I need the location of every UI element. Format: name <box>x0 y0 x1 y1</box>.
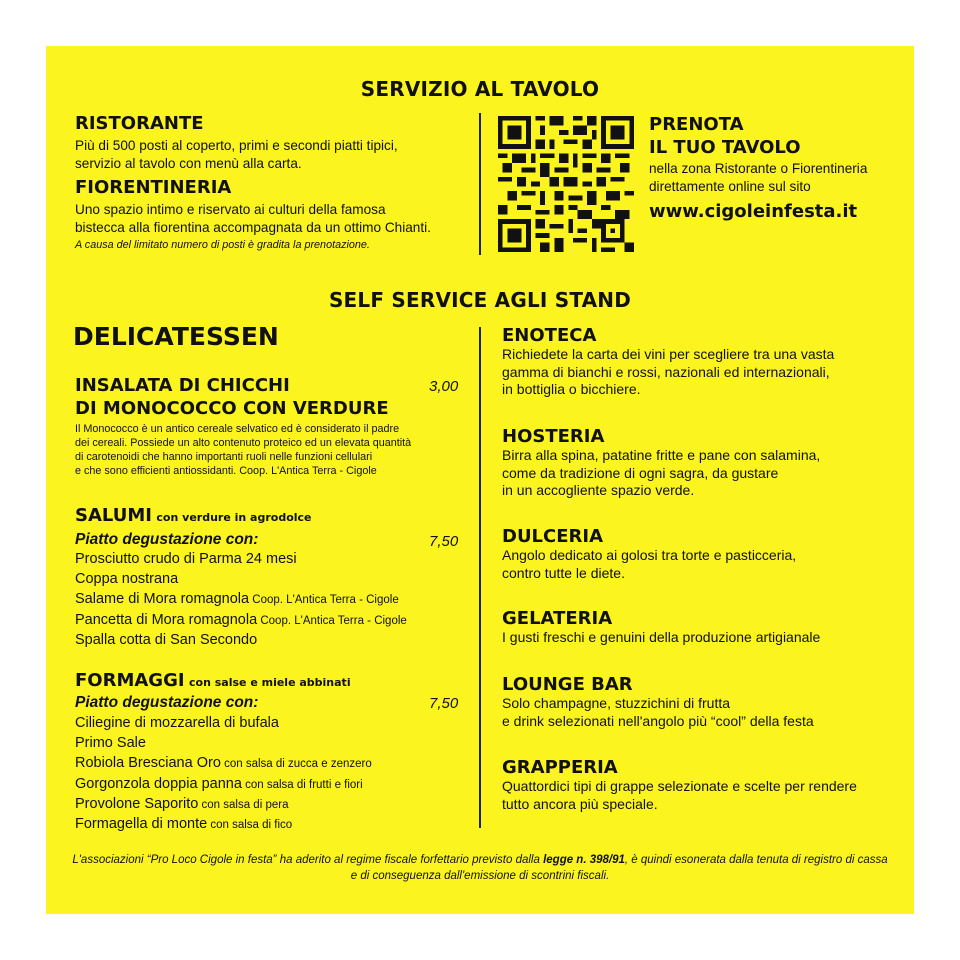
servizio-title: SERVIZIO AL TAVOLO <box>360 77 600 101</box>
stand-line: Birra alla spina, patatine fritte e pane con salamina, <box>502 447 821 463</box>
formaggi-list <box>75 714 372 835</box>
formaggi-heading <box>75 671 351 691</box>
stand-line: in un accogliente spazio verde. <box>502 482 695 498</box>
stand-line: Richiedete la carta dei vini per scegliere tra una vasta <box>502 346 835 362</box>
stand-lounge-bar <box>502 675 814 730</box>
list-item: Robiola Bresciana Oro con salsa di zucca e zenzero <box>75 755 372 772</box>
list-item: Gorgonzola doppia panna con salsa di frutti e fiori <box>75 775 363 792</box>
list-item: Primo Sale <box>75 735 146 752</box>
stand-heading: ENOTECA <box>502 325 597 346</box>
stand-line: contro tutte le diete. <box>502 564 625 581</box>
stand-dulceria <box>502 527 796 582</box>
stand-heading: GELATERIA <box>502 608 613 629</box>
list-item: Ciliegine di mozzarella di bufala <box>75 715 279 731</box>
insalata-name-2: DI MONOCOCCO CON VERDURE <box>75 398 389 419</box>
stand-heading: LOUNGE BAR <box>502 674 633 695</box>
list-item: Formagella di monte con salsa di fico <box>75 816 293 833</box>
fiscal-footer-line-1: L'associazioni “Pro Loco Cigole in festa” ha aderito al regime fiscale forfettario previsto dalla legge n. 398/91, è quindi esonerata dalla tenuta di registro di cassa <box>72 854 888 866</box>
list-item: Pancetta di Mora romagnola Coop. L'Antica Terra - Cigole <box>75 611 407 628</box>
stand-enoteca <box>502 326 834 399</box>
salumi-piatto: Piatto degustazione con: <box>75 531 259 548</box>
stand-heading: GRAPPERIA <box>502 757 618 778</box>
salumi-name: SALUMI <box>75 505 152 526</box>
self-service-title: SELF SERVICE AGLI STAND <box>328 288 632 312</box>
insalata-desc-2: dei cereali. Possiede un alto contenuto proteico ed un elevata quantità <box>75 437 412 449</box>
fiorentineria-heading: FIORENTINERIA <box>75 177 232 198</box>
formaggi-piatto: Piatto degustazione con: <box>75 694 259 711</box>
list-item: Prosciutto crudo di Parma 24 mesi <box>75 551 297 567</box>
stand-line: Angolo dedicato ai golosi tra torte e pasticceria, <box>502 547 797 563</box>
stand-line: Solo champagne, stuzzichini di frutta <box>502 695 731 711</box>
stand-grapperia <box>502 758 857 813</box>
stand-line: e drink selezionati nell'angolo più “cool” della festa <box>502 712 814 729</box>
fiscal-footer-line-2: e di conseguenza dall'emissione di scontrini fiscali. <box>350 870 610 882</box>
prenota-heading-1: PRENOTA <box>649 114 744 135</box>
stand-line: I gusti freschi e genuini della produzione artigianale <box>502 629 821 645</box>
bottom-divider <box>479 327 481 828</box>
insalata-desc-1: Il Monococco è un antico cereale selvatico ed è considerato il padre <box>75 423 400 435</box>
stand-hosteria <box>502 427 820 500</box>
salumi-heading <box>75 506 312 526</box>
prenota-line-2: direttamente online sul sito <box>649 179 811 194</box>
list-item: Spalla cotta di San Secondo <box>75 631 258 648</box>
prenota-line-1: nella zona Ristorante o Fiorentineria <box>649 161 868 176</box>
stand-line: gamma di bianchi e rossi, nazionali ed internazionali, <box>502 363 830 380</box>
formaggi-name: FORMAGGI <box>75 670 185 691</box>
salumi-price: 7,50 <box>429 533 459 550</box>
stand-line: tutto ancora più speciale. <box>502 795 658 812</box>
stand-gelateria <box>502 609 820 647</box>
prenota-heading-2: IL TUO TAVOLO <box>649 137 801 158</box>
stand-line: Quattordici tipi di grappe selezionate e scelte per rendere <box>502 778 857 794</box>
insalata-price: 3,00 <box>429 378 459 395</box>
stand-line: in bottiglia o bicchiere. <box>502 381 641 397</box>
fiorentineria-note: A causa del limitato numero di posti è gradita la prenotazione. <box>75 239 370 251</box>
top-divider <box>479 113 481 255</box>
list-item: Provolone Saporito con salsa di pera <box>75 795 289 812</box>
qr-code-icon <box>498 116 634 252</box>
salumi-list <box>75 550 407 651</box>
formaggi-subtitle: con salse e miele abbinati <box>189 676 351 689</box>
stand-heading: DULCERIA <box>502 526 604 547</box>
insalata-name-1: INSALATA DI CHICCHI <box>75 375 290 396</box>
salumi-subtitle: con verdure in agrodolce <box>156 511 312 524</box>
insalata-desc-4: e che sono efficienti antiossidanti. Coop. L'Antica Terra - Cigole <box>75 465 377 477</box>
ristorante-line-1: Più di 500 posti al coperto, primi e secondi piatti tipici, <box>75 138 398 153</box>
ristorante-line-2: servizio al tavolo con menù alla carta. <box>75 156 302 171</box>
list-item: Salame di Mora romagnola Coop. L'Antica Terra - Cigole <box>75 591 399 608</box>
fiorentineria-line-2: bistecca alla fiorentina accompagnata da un ottimo Chianti. <box>75 220 431 235</box>
insalata-desc-3: di carotenoidi che hanno importanti ruoli nelle funzioni cellulari <box>75 451 373 463</box>
list-item: Coppa nostrana <box>75 571 179 588</box>
delicatessen-heading: DELICATESSEN <box>73 322 279 351</box>
ristorante-heading: RISTORANTE <box>75 113 204 134</box>
prenota-website[interactable]: www.cigoleinfesta.it <box>649 201 858 222</box>
stand-heading: HOSTERIA <box>502 426 605 447</box>
formaggi-price: 7,50 <box>429 695 459 712</box>
stand-line: come da tradizione di ogni sagra, da gustare <box>502 464 779 481</box>
fiorentineria-line-1: Uno spazio intimo e riservato ai culturi della famosa <box>75 202 386 217</box>
